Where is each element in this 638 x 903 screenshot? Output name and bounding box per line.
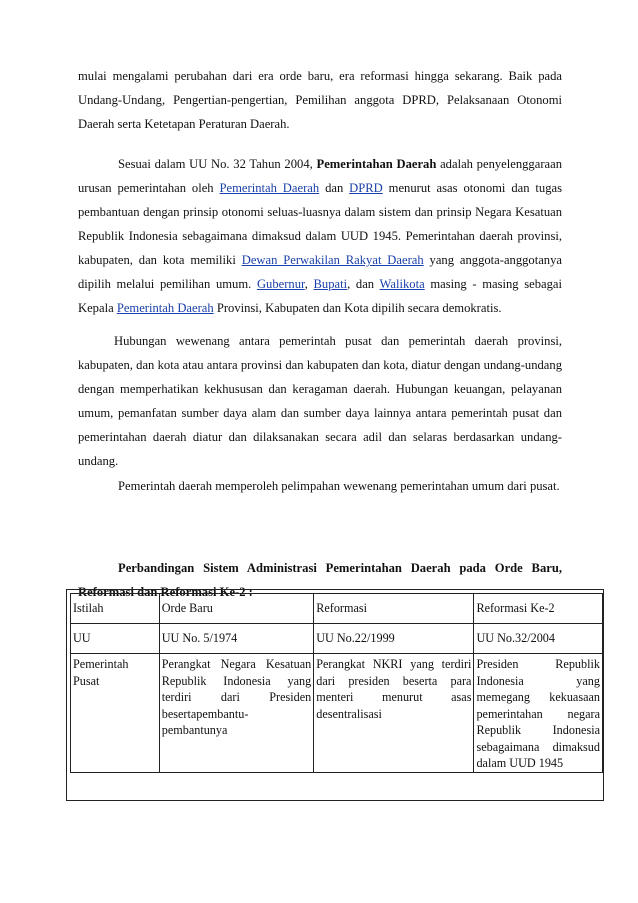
table-cell: UU No.32/2004	[474, 624, 603, 654]
text-span: ,	[304, 277, 314, 291]
link-pemerintah-daerah-2[interactable]: Pemerintah Daerah	[116, 301, 214, 315]
header-cell: Istilah	[71, 594, 160, 624]
header-cell: Reformasi	[314, 594, 474, 624]
table-cell: Presiden Republik Indonesia yang memegang kekuasaan pemerintahan negara Republik Indonesia sebagaimana dimaksud dalam UUD 1945	[474, 654, 603, 773]
text-span: menurut asas otonomi dan tugas pembantuan dengan prinsip otonomi seluas-luasnya dalam sistem dan prinsip Negara Kesatuan Republik Indonesia sebagaimana dimaksud dalam UUD 1945. Pemerintahan daerah provinsi, kabupaten, dan kota memiliki	[78, 181, 563, 267]
comparison-table	[70, 593, 603, 773]
text-span: masing - masing sebagai Kepala	[78, 277, 563, 315]
table-row	[71, 624, 603, 654]
table-header-row	[71, 594, 603, 624]
table-cell: UU No. 5/1974	[159, 624, 313, 654]
text-span: Sesuai dalam UU No. 32 Tahun 2004,	[118, 157, 317, 171]
paragraph-definition	[78, 152, 562, 320]
section-heading: Perbandingan Sistem Administrasi Pemerintahan Daerah pada Orde Baru, Reformasi dan Reformasi Ke-2 :	[78, 561, 562, 599]
paragraph-relations: Hubungan wewenang antara pemerintah pusat dan pemerintah daerah provinsi, kabupaten, dan kota atau antara provinsi dan kabupaten dan kota, diatur dengan undang-undang dengan memperhatikan kekhususan dan keragaman daerah. Hubungan keuangan, pelayanan umum, pemanfatan sumber daya alam dan sumber daya lainnya antara pemerintah pusat dan pemerintahan daerah diatur dan dilaksanakan secara adil dan selaras berdasarkan undang-undang.	[78, 334, 562, 468]
comparison-table-frame	[66, 589, 604, 801]
table-cell: UU	[71, 624, 160, 654]
table-cell: UU No.22/1999	[314, 624, 474, 654]
paragraph-delegation: Pemerintah daerah memperoleh pelimpahan wewenang pemerintahan umum dari pusat.	[118, 479, 560, 493]
link-pemerintah-daerah[interactable]: Pemerintah Daerah	[219, 181, 320, 195]
link-dprd[interactable]: DPRD	[349, 181, 383, 195]
table-row	[71, 654, 603, 773]
bold-term: Pemerintahan Daerah	[316, 157, 437, 171]
text-span: adalah penyelenggaraan urusan pemerintahan oleh	[78, 157, 562, 195]
table-cell: Perangkat Negara Kesatuan Republik Indonesia yang terdiri dari Presiden besertapembantu-pembantunya	[159, 654, 313, 773]
link-walikota[interactable]: Walikota	[379, 277, 425, 291]
text-span: , dan	[347, 277, 380, 291]
paragraph-intro: mulai mengalami perubahan dari era orde baru, era reformasi hingga sekarang. Baik pada Undang-Undang, Pengertian-pengertian, Pemilihan anggota DPRD, Pelaksanaan Otonomi Daerah serta Ketetapan Peraturan Daerah.	[78, 69, 562, 131]
header-cell: Orde Baru	[159, 594, 313, 624]
link-gubernur[interactable]: Gubernur	[256, 277, 305, 291]
table-cell: Perangkat NKRI yang terdiri dari presiden beserta para menteri menurut asas desentralisasi	[314, 654, 474, 773]
table-cell: Pemerintah Pusat	[71, 654, 160, 773]
link-dprd-full[interactable]: Dewan Perwakilan Rakyat Daerah	[241, 253, 424, 267]
header-cell: Reformasi Ke-2	[474, 594, 603, 624]
text-span: Provinsi, Kabupaten dan Kota dipilih secara demokratis.	[213, 301, 502, 315]
text-span: yang anggota-anggotanya dipilih melalui pemilihan umum.	[78, 253, 562, 291]
text-span: dan	[319, 181, 350, 195]
link-bupati[interactable]: Bupati	[313, 277, 348, 291]
